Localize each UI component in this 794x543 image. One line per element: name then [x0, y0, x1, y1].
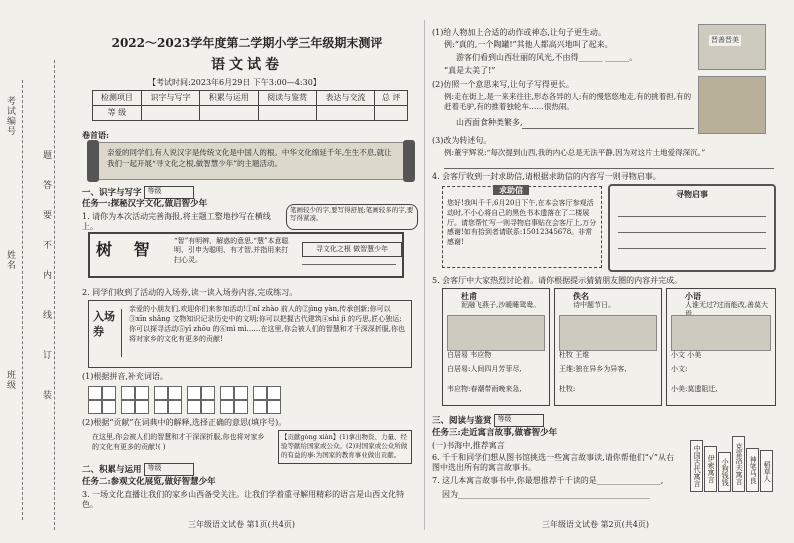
copy-line[interactable] — [302, 264, 396, 265]
q-b: (2)仿照一个意思来写,让句子写得更长。 — [432, 80, 574, 89]
seal-word: 答 — [41, 180, 51, 190]
word-cells[interactable] — [220, 386, 248, 400]
score-cell: 等 级 — [93, 106, 142, 121]
word-cells[interactable] — [220, 400, 248, 414]
class-label: 班级 — [5, 370, 15, 390]
q2-2-text: 在这里,你会被人们的智慧和才干深深折服,你也将对家乡的文化有更多的贡献!( ) — [92, 433, 265, 452]
task3: 任务三:走近寓言故事,做睿智少年 — [432, 428, 558, 438]
score-cell: 总 评 — [375, 91, 408, 106]
seal-word: 线 — [41, 310, 51, 320]
seal-word: 不 — [41, 240, 51, 250]
word-cells[interactable] — [253, 400, 281, 414]
footer-right: 三年级语文试卷 第2页(共4页) — [542, 520, 649, 529]
lost-notice-title: 寻物启事 — [676, 189, 708, 199]
q-c-example: 例:董宇辉说:“每次提到山西,我的内心总是无法平静,因为对这片土地爱得深沉。” — [444, 148, 706, 157]
right-page — [432, 0, 790, 543]
moment-card-anon — [554, 288, 662, 406]
word-cells[interactable] — [121, 400, 149, 414]
answer-line[interactable] — [618, 232, 766, 233]
grade-input[interactable] — [141, 106, 199, 121]
poster-calligraphy: 树 智 — [96, 240, 158, 259]
book-spine[interactable]: 稻草人 — [760, 450, 773, 492]
task1: 任务一:探秘汉字文化,做启智少年 — [82, 199, 208, 209]
book-spine[interactable]: 伊索寓言 — [704, 446, 717, 492]
word-cells[interactable] — [88, 400, 116, 414]
q-c: (3)改为转述句。 — [432, 136, 492, 145]
section2-title: 二、积累与运用 等级 — [82, 463, 194, 476]
scroll-roller-right — [403, 140, 415, 182]
q-a-example3: “真是太美了!” — [444, 66, 496, 75]
binding-strip — [0, 0, 72, 543]
card-comment: 杜牧: — [559, 385, 576, 393]
exam-no-label: 考试编号 — [5, 96, 15, 136]
q2-2: (2)根据“贡献”在词典中的解释,选择正确的意思(填序号)。 — [82, 418, 287, 427]
name-label: 姓名 — [5, 250, 15, 270]
answer-line[interactable] — [618, 248, 766, 249]
card-comment: 韦应物:春潮带雨晚来急, — [447, 385, 522, 393]
help-letter — [442, 186, 602, 268]
word-cells[interactable] — [88, 386, 116, 400]
q2: 2. 同学们收到了活动的入场券,读一读入场券内容,完成练习。 — [82, 288, 298, 297]
scroll-roller-left — [87, 140, 99, 182]
card-image — [671, 315, 771, 351]
q-a-example1: 例:“真的,一个陶罐!”其他人都高兴地叫了起来。 — [444, 40, 613, 49]
card-likes: 小文 小美 — [671, 351, 702, 359]
noodle-photos — [698, 76, 766, 134]
card-likes: 杜牧 王维 — [559, 351, 590, 359]
word-cells[interactable] — [154, 386, 182, 400]
score-cell: 阅读与鉴赏 — [258, 91, 316, 106]
answer-line[interactable] — [618, 216, 766, 217]
card-comment: 小美:莫遗阻迁, — [671, 385, 718, 393]
card-author: 杜甫 — [461, 291, 477, 301]
seal-word: 内 — [41, 270, 51, 280]
card-likes: 白居易 韦应物 — [447, 351, 492, 359]
q6-heading: (一)书海中,推荐寓言 — [432, 441, 505, 450]
intro-text: 亲爱的同学们,有人说汉字是传统文化是中国人的根。中华文化绵延千年,生生不息,就让我们一起开展“寻文化之根,做智慧少年”的主题活动。 — [107, 148, 392, 168]
section3-title: 三、阅读与鉴赏 等级 — [432, 414, 544, 427]
seal-word: 装 — [41, 390, 51, 400]
score-table — [92, 90, 408, 121]
answer-line[interactable] — [444, 168, 774, 169]
card-line: 诗中题节日。 — [573, 301, 615, 309]
help-letter-text: 您好!我叫千千,6月20日下午,在本会客厅参观活动时,不小心将自己的黑色书本遗落在了二楼展厅。请您帮忙写一则寻物启事贴在会客厅上,万分感谢!如有拾到者请联系:15012345678。非常感谢! — [447, 199, 597, 247]
q-a-example2: 游客们看到山西壮丽的风光,不由得______ ______。 — [456, 53, 638, 62]
book-spine[interactable]: 中国古代寓言 — [690, 440, 703, 492]
left-page — [78, 0, 416, 543]
task2: 任务二:参观文化展览,做好智慧少年 — [82, 477, 216, 487]
card-author: 小语 — [685, 291, 701, 301]
score-cell: 识字与写字 — [141, 91, 199, 106]
word-cells[interactable] — [187, 386, 215, 400]
section1-title: 一、识字与写字 等级 — [82, 186, 194, 199]
word-cells[interactable] — [187, 400, 215, 414]
q-b-example: 例:走在街上,是一来来往往,形态各异的人:有的慢悠悠地走,有的挑着担,有的赶着毛驴,有的推着独轮车……很热闹。 — [444, 92, 692, 111]
q-b-line: 山西面食种类繁多, — [456, 118, 523, 127]
hint-bubble: 笔画较少的字,要写得舒展;笔画较多的字,要写得紧凑。 — [286, 204, 418, 230]
grade-input[interactable] — [200, 106, 258, 121]
ticket-label: 入场券 — [93, 309, 122, 357]
dictionary-box: 【贡献gòng xiàn】(1)拿出物资、力量、经验等献给国家或公众。(2)对国家或公众所做的有益的事:为国家的教育事业做出贡献。 — [278, 430, 412, 464]
card-image — [559, 315, 657, 351]
exam-time: 【考试时间:2023年6月29日 下午3:00—4:30】 — [148, 78, 321, 87]
subject-title: 语文试卷 — [211, 57, 283, 73]
word-cells[interactable] — [253, 386, 281, 400]
card-line: 泥融飞燕子,沙暖睡鸳鸯。 — [461, 301, 541, 309]
card-image — [447, 315, 545, 351]
footer-left: 三年级语文试卷 第1页(共4页) — [188, 520, 295, 529]
book-spine[interactable]: 小狗钱钱 — [718, 452, 731, 492]
q5: 5. 会客厅中大家热烈讨论着。请你根据提示猜猜朋友圈的内容并完成。 — [432, 276, 683, 285]
q-a: (1)给人物加上合适的动作或神态,让句子更生动。 — [432, 28, 606, 37]
grade-input[interactable] — [316, 106, 374, 121]
intro-label: 卷首语: — [82, 130, 109, 140]
grade-input[interactable] — [375, 106, 408, 121]
q7-reason: 因为________________________________________________ — [442, 490, 650, 499]
q7: 7. 这几本寓言故事书中,你最想推荐千千读的是________________, — [432, 476, 664, 485]
card-comment: 白居易:人间四月芳菲尽, — [447, 365, 522, 373]
seal-word: 订 — [41, 350, 51, 360]
book-spine[interactable]: 克雷洛夫寓言 — [732, 436, 745, 492]
pinyin-grid — [88, 386, 281, 400]
lost-notice — [608, 184, 776, 272]
poster-banner — [88, 232, 404, 278]
help-letter-title: 求助信 — [493, 185, 529, 195]
q4: 4. 会客厅收到一封求助信,请根据求助信的内容写一则寻物启事。 — [432, 172, 661, 181]
moment-card-xiaoyu — [666, 288, 776, 406]
section2-grade-box[interactable]: 等级 — [144, 463, 194, 476]
card-line: 人谁无过?过而能改,善莫大 — [685, 301, 768, 309]
binding-line — [22, 80, 23, 520]
ticket — [88, 300, 412, 368]
word-cells[interactable] — [154, 400, 182, 414]
intro-scroll — [92, 142, 410, 180]
score-cell: 积累与运用 — [200, 91, 258, 106]
seal-word: 题 — [41, 150, 51, 160]
score-cell: 表达与交流 — [316, 91, 374, 106]
card-comment: 小文: — [671, 365, 688, 373]
poster-text: “智”有明辨、解惑的意思,“慧”本意聪明、引申为聪明、有才智,并指用来打扫心灵。 — [174, 237, 289, 264]
q2-1: (1)根据拼音,补充词语。 — [82, 372, 168, 381]
poster-slogan: 寻文化之根 做智慧少年 — [302, 242, 402, 257]
page-fold — [424, 20, 425, 530]
word-cells[interactable] — [121, 386, 149, 400]
q3: 3. 一场文化直播让我们的家乡山西备受关注。让我们学着重寻解用精彩的语言是山西文化特色。 — [82, 490, 405, 510]
grade-input[interactable] — [258, 106, 316, 121]
shanxi-photo — [698, 24, 766, 70]
answer-line[interactable] — [522, 128, 694, 129]
seal-line — [54, 60, 55, 530]
pinyin-grid-2 — [88, 400, 281, 414]
q6: 6. 千千和同学们想从图书馆挑选一些寓言故事读,请你帮他们“√”从右图中选出所有的寓言故事书。 — [432, 453, 674, 473]
section1-grade-box[interactable]: 等级 — [144, 186, 194, 199]
score-cell: 检测项目 — [93, 91, 142, 106]
ticket-text: 亲爱的小朋友们,欢迎你们来参加活动!①nǐ zhào 前人的②jìng yàn,传承创新;你可以③xīn shǎng 文物知识记录历史中的文明;你可以把握古代建筑④shì jì 的巧思,匠心独运;你可以探寻活动⑤yī zhōu 的⑥mì mì……在这里,你会被人们的智慧和才干深深折服,你也将对家乡的文化有更多的贡献! — [129, 305, 405, 344]
card-comment: 王维:独在异乡为异客, — [559, 365, 627, 373]
book-spine[interactable]: 神笔马良 — [746, 448, 759, 492]
section3-grade-box[interactable]: 等级 — [494, 414, 544, 427]
seal-word: 要 — [41, 210, 51, 220]
card-author: 佚名 — [573, 291, 589, 301]
photo-caption: 晋善晋美 — [709, 35, 741, 46]
moment-card-dufu — [442, 288, 550, 406]
exam-title: 2022～2023学年度第二学期小学三年级期末测评 — [111, 36, 383, 50]
q1: 1. 请你为本次活动完善海报,将主题工整地抄写在横线上。 — [82, 212, 271, 232]
